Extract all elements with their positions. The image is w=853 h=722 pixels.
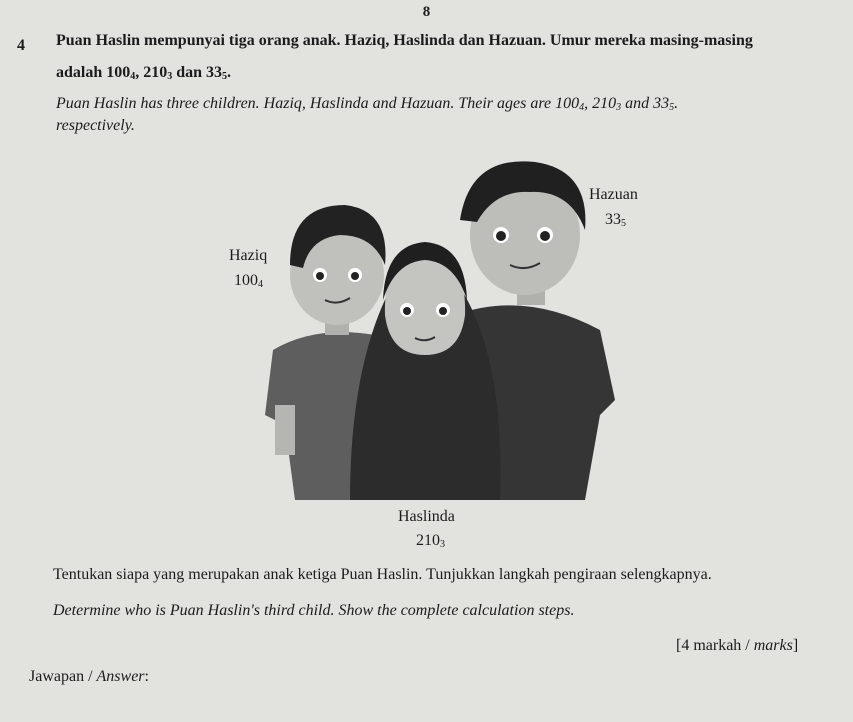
label-hazuan: Hazuan: [589, 186, 638, 203]
intro-en-line1: Puan Haslin has three children. Haziq, Haslinda and Hazuan. Their ages are $100_4$, $210_3$ and $33_5$.: [56, 95, 679, 113]
age-haslinda-en: $210_3$: [592, 95, 622, 113]
intro-en-line2: respectively.: [56, 117, 135, 134]
age-hazuan-en: $33_5$: [653, 95, 675, 113]
age-haslinda-ms: $210_3$: [143, 64, 173, 82]
label-haziq: Haziq: [229, 247, 268, 264]
marks-label: [4 markah / marks]: [676, 637, 799, 654]
age-hazuan-ms: $33_5$: [206, 64, 228, 82]
children-illustration: [255, 150, 625, 500]
label-hazuan-age: $33_5$: [605, 211, 626, 229]
intro-ms-prefix: adalah: [56, 64, 107, 81]
age-haziq-en: $100_4$: [555, 95, 585, 113]
label-haziq-age: $100_4$: [234, 272, 263, 290]
question-ms: Tentukan siapa yang merupakan anak ketiga Puan Haslin. Tunjukkan langkah pengiraan selengkapnya.: [53, 566, 712, 583]
question-number: 4: [17, 37, 25, 54]
page-number: 8: [422, 4, 431, 20]
age-haziq-ms: $100_4$: [106, 64, 136, 82]
answer-label: Jawapan / Answer:: [29, 668, 149, 685]
label-haslinda-age: $210_3$: [416, 532, 445, 550]
intro-ms-line1: Puan Haslin mempunyai tiga orang anak. Haziq, Haslinda dan Hazuan. Umur mereka masing-masing: [56, 32, 753, 49]
label-haslinda: Haslinda: [398, 508, 455, 525]
intro-ms-line2: adalah $100_4$, $210_3$ dan $33_5$.: [56, 64, 232, 82]
question-en: Determine who is Puan Haslin's third child. Show the complete calculation steps.: [53, 602, 575, 619]
